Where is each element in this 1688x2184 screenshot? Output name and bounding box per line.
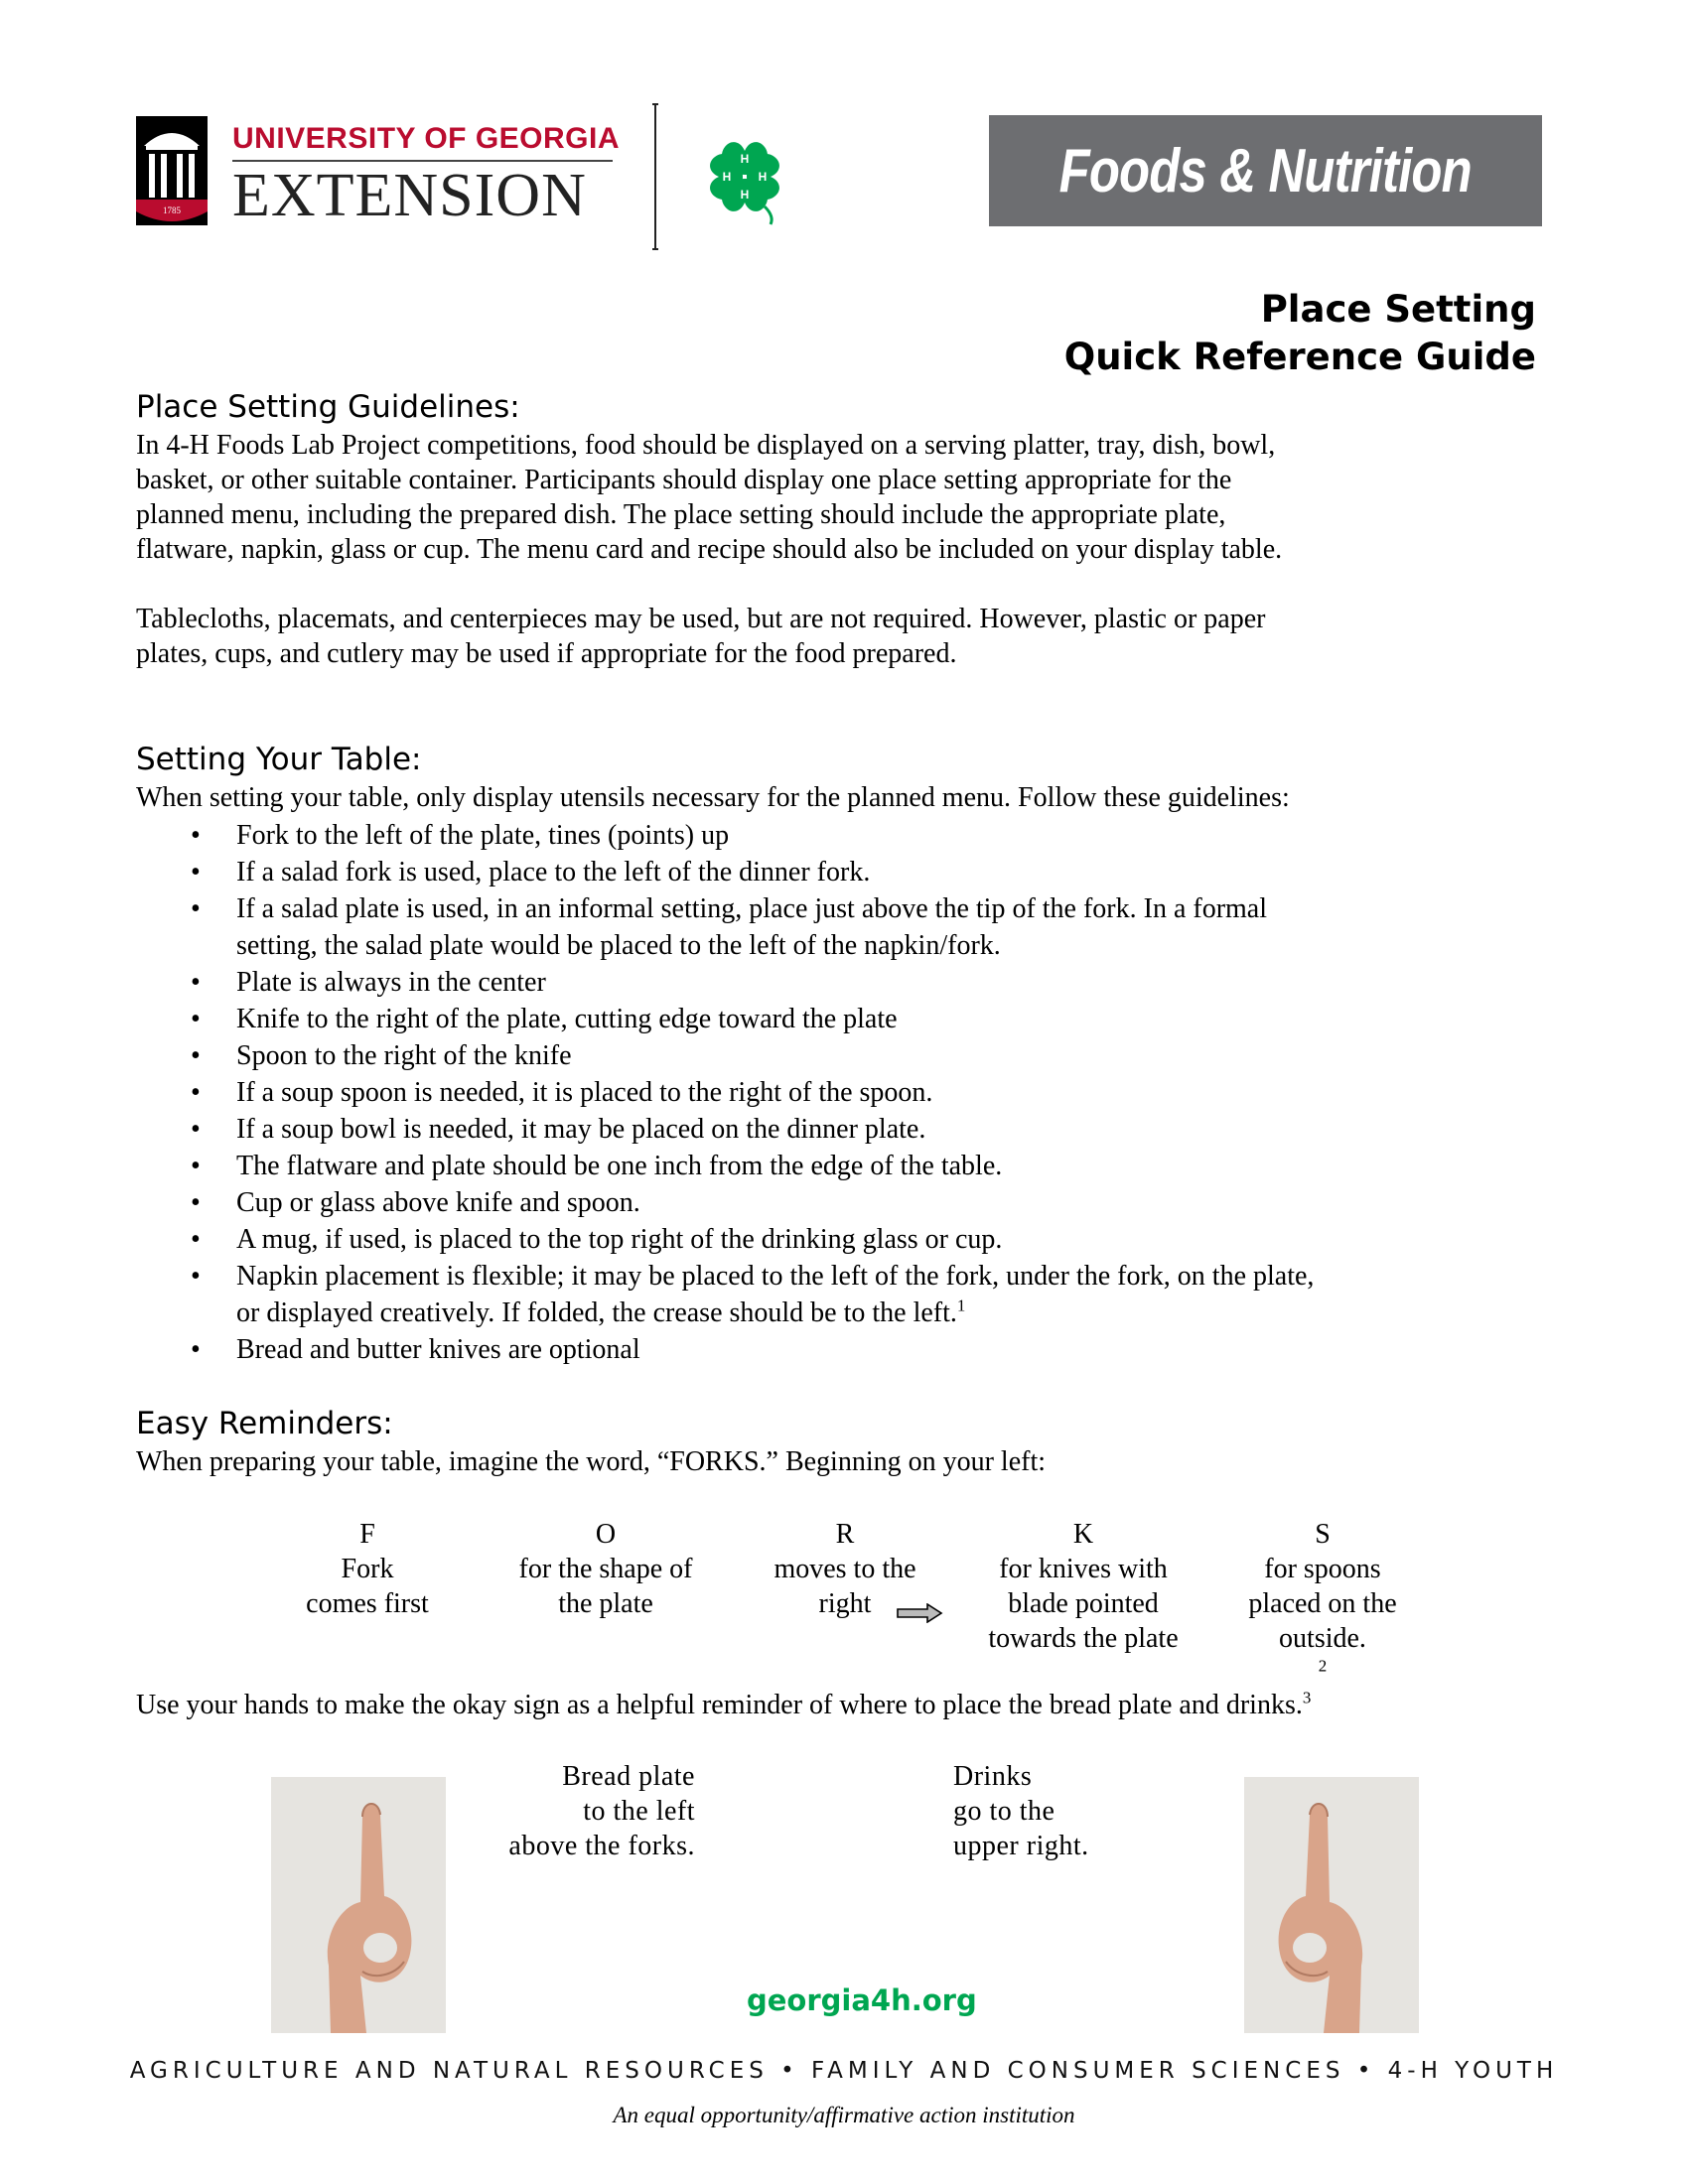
note-line: Drinks (953, 1761, 1033, 1792)
footer-tagline: AGRICULTURE AND NATURAL RESOURCES • FAMILY AND CONSUMER SCIENCES • 4-H YOUTH (129, 2058, 1559, 2084)
list-item-text: or displayed creatively. If folded, the crease should be to the left. (236, 1297, 957, 1328)
list-item-text: Cup or glass above knife and spoon. (236, 1187, 640, 1218)
uga-extension-logo (136, 116, 620, 229)
guidelines-paragraph-1 (136, 428, 1447, 567)
equal-opportunity-statement: An equal opportunity/affirmative action institution (613, 2103, 1075, 2127)
paragraph-line: flatware, napkin, glass or cup. The menu card and recipe should also be included on your display table. (136, 534, 1283, 565)
list-item-text: Napkin placement is flexible; it may be placed to the left of the fork, under the fork, on the plate, (236, 1261, 1315, 1292)
reminders-heading: Easy Reminders: (136, 1406, 393, 1441)
forks-line: outside. (1279, 1623, 1366, 1654)
list-item (136, 854, 1447, 890)
list-item-text: Knife to the right of the plate, cutting edge toward the plate (236, 1004, 898, 1034)
list-item-text: If a salad plate is used, in an informal setting, place just above the tip of the fork. In a formal (236, 893, 1268, 924)
bullet-icon: • (191, 967, 201, 998)
bullet-icon: • (191, 1040, 201, 1071)
forks-column-o (487, 1517, 725, 1621)
bullet-icon: • (191, 1077, 201, 1108)
paragraph-line: plates, cups, and cutlery may be used if appropriate for the food prepared. (136, 638, 957, 669)
guidelines-paragraph-2 (136, 602, 1447, 671)
forks-line: moves to the (774, 1554, 916, 1584)
forks-line: placed on the (1248, 1588, 1397, 1619)
list-item (136, 1001, 1447, 1037)
paragraph-line: When setting your table, only display utensils necessary for the planned menu. Follow these guidelines: (136, 782, 1290, 813)
note-line: Bread plate (562, 1761, 695, 1792)
drinks-note (953, 1759, 1211, 1863)
paragraph-line: When preparing your table, imagine the word, “FORKS.” Beginning on your left: (136, 1446, 1047, 1477)
footnote-ref: 3 (1302, 1688, 1312, 1707)
forks-line: for spoons (1264, 1554, 1381, 1584)
logo-divider (652, 103, 658, 250)
bullet-icon: • (191, 893, 201, 924)
extension-name: EXTENSION (232, 162, 587, 229)
paragraph-line: planned menu, including the prepared dish. The place setting should include the appropriate plate, (136, 499, 1226, 530)
forks-line: Fork (341, 1554, 394, 1584)
bullet-icon: • (191, 1114, 201, 1145)
right-arrow-icon (896, 1603, 943, 1623)
forks-line: for knives with (999, 1554, 1168, 1584)
forks-column-s (1203, 1517, 1442, 1691)
list-item-text: Bread and butter knives are optional (236, 1334, 640, 1365)
page-title (1064, 286, 1536, 381)
forks-letter: R (835, 1519, 855, 1550)
list-item-text: Spoon to the right of the knife (236, 1040, 572, 1071)
list-item-text: If a soup bowl is needed, it may be placed on the dinner plate. (236, 1114, 926, 1145)
list-item (136, 1221, 1447, 1258)
website-link[interactable]: georgia4h.org (747, 1983, 977, 2017)
note-line: go to the (953, 1796, 1055, 1827)
paragraph-line: In 4-H Foods Lab Project competitions, food should be displayed on a serving platter, tray, dish, bowl, (136, 430, 1276, 461)
svg-text:H: H (740, 152, 750, 166)
forks-line: the plate (558, 1588, 653, 1619)
svg-text:H: H (758, 170, 768, 184)
list-item (136, 1074, 1447, 1111)
foods-nutrition-banner (989, 115, 1542, 226)
bullet-icon: • (191, 1187, 201, 1218)
guidelines-heading: Place Setting Guidelines: (136, 389, 520, 425)
forks-line: for the shape of (518, 1554, 693, 1584)
list-item (136, 1037, 1447, 1074)
forks-letter: S (1315, 1519, 1331, 1550)
note-line: to the left (583, 1796, 695, 1827)
paragraph-line: basket, or other suitable container. Participants should display one place setting appropriate for the (136, 465, 1232, 495)
list-item (136, 817, 1447, 854)
reminders-intro (136, 1444, 1447, 1479)
footnote-ref: 1 (956, 1296, 966, 1315)
okay-sign-sentence: Use your hands to make the okay sign as a helpful reminder of where to place the bread plate and drinks. (136, 1690, 1303, 1720)
list-item (136, 964, 1447, 1001)
footnote-ref: 2 (1318, 1656, 1328, 1676)
title-line-1: Place Setting (1260, 288, 1536, 331)
4h-clover-icon (695, 127, 794, 226)
list-item (136, 1148, 1447, 1184)
forks-column-k (964, 1517, 1202, 1656)
setting-guidelines-list (136, 817, 1447, 1368)
list-item-text: Plate is always in the center (236, 967, 546, 998)
list-item (136, 890, 1447, 964)
banner-text: Foods & Nutrition (1058, 136, 1473, 205)
svg-text:H: H (722, 170, 732, 184)
setting-heading: Setting Your Table: (136, 742, 422, 777)
svg-text:H: H (740, 188, 750, 202)
list-item (136, 1331, 1447, 1368)
forks-line: blade pointed (1008, 1588, 1159, 1619)
list-item-text: A mug, if used, is placed to the top right of the drinking glass or cup. (236, 1224, 1003, 1255)
forks-line: towards the plate (988, 1623, 1179, 1654)
forks-letter: F (359, 1519, 375, 1550)
arch-icon (136, 116, 208, 225)
list-item-text: Fork to the left of the plate, tines (points) up (236, 820, 730, 851)
bullet-icon: • (191, 1334, 201, 1365)
left-hand-okay-photo (271, 1777, 446, 2033)
note-line: above the forks. (508, 1831, 695, 1861)
note-line: upper right. (953, 1831, 1089, 1861)
list-item-text: If a soup spoon is needed, it is placed to the right of the spoon. (236, 1077, 933, 1108)
list-item (136, 1111, 1447, 1148)
forks-mnemonic (0, 1517, 1688, 1676)
forks-line: comes first (306, 1588, 429, 1619)
forks-letter: K (1072, 1519, 1094, 1550)
list-item-text: The flatware and plate should be one inch from the edge of the table. (236, 1151, 1003, 1181)
right-hand-okay-photo (1244, 1777, 1419, 2033)
list-item (136, 1184, 1447, 1221)
list-item-text: If a salad fork is used, place to the left of the dinner fork. (236, 857, 871, 887)
okay-sign-text (136, 1690, 1311, 1721)
bullet-icon: • (191, 1151, 201, 1181)
bullet-icon: • (191, 1224, 201, 1255)
paragraph-line: Tablecloths, placemats, and centerpieces may be used, but are not required. However, plastic or paper (136, 604, 1266, 634)
forks-line: right (818, 1588, 872, 1619)
title-line-2: Quick Reference Guide (1063, 336, 1536, 378)
bullet-icon: • (191, 857, 201, 887)
forks-letter: O (595, 1519, 617, 1550)
list-item (136, 1258, 1447, 1331)
arch-year: 1785 (163, 205, 181, 215)
forks-column-f (248, 1517, 487, 1621)
bullet-icon: • (191, 1261, 201, 1292)
list-item-text: setting, the salad plate would be placed to the left of the napkin/fork. (236, 930, 1001, 961)
university-name: UNIVERSITY OF GEORGIA (232, 122, 620, 155)
setting-intro (136, 780, 1447, 815)
bullet-icon: • (191, 820, 201, 851)
bullet-icon: • (191, 1004, 201, 1034)
bread-plate-note (437, 1759, 695, 1863)
